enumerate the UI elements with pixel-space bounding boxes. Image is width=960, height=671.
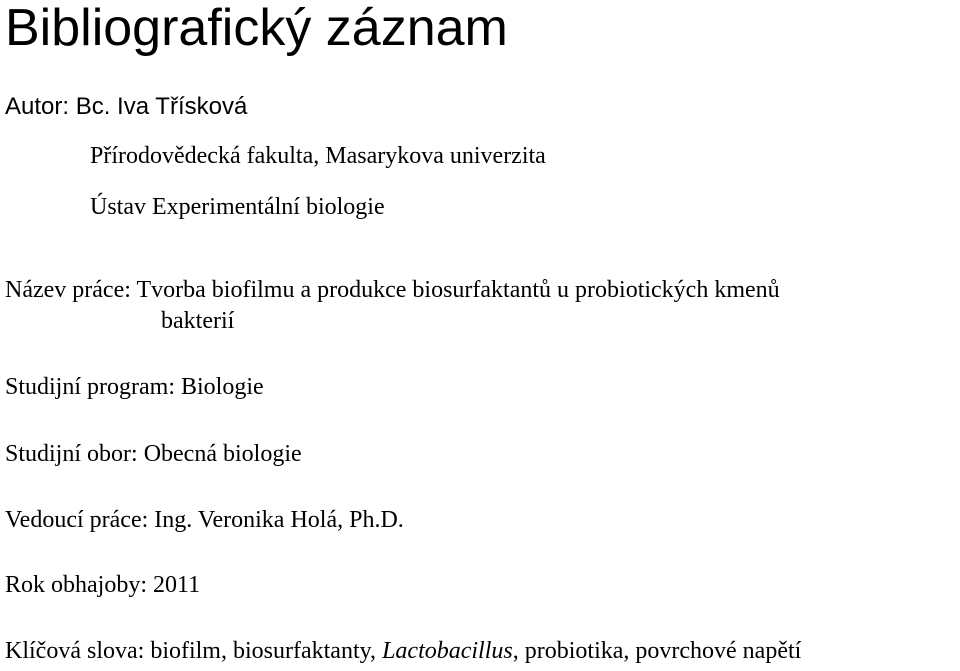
keywords-part1: biofilm, biosurfaktanty, xyxy=(150,638,377,664)
supervisor-value: Ing. Veronika Holá, Ph.D. xyxy=(154,507,404,533)
faculty-line: Přírodovědecká fakulta, Masarykova univerzita xyxy=(90,143,546,169)
study-program-value: Biologie xyxy=(181,374,264,400)
study-field-label: Studijní obor: xyxy=(5,441,138,467)
thesis-title-text: Tvorba biofilmu a produkce biosurfaktantů u probiotických kmenů xyxy=(136,277,780,303)
keywords-line xyxy=(5,637,801,665)
supervisor-label: Vedoucí práce: xyxy=(5,507,149,533)
supervisor-line xyxy=(5,506,404,534)
thesis-title-continuation: bakterií xyxy=(161,308,235,334)
author-line xyxy=(5,93,247,121)
study-program-label: Studijní program: xyxy=(5,374,175,400)
study-field-value: Obecná biologie xyxy=(143,441,302,467)
defense-year-line xyxy=(5,571,200,599)
keywords-part2: , probiotika, povrchové napětí xyxy=(512,638,802,664)
thesis-title-line xyxy=(5,276,780,304)
study-program-line xyxy=(5,373,264,401)
defense-year-label: Rok obhajoby: xyxy=(5,572,147,598)
institute-line: Ústav Experimentální biologie xyxy=(90,194,385,220)
study-field-line xyxy=(5,440,302,468)
page-title: Bibliografický záznam xyxy=(5,0,508,57)
thesis-title-label: Název práce: xyxy=(5,277,131,303)
author-name: Bc. Iva Třísková xyxy=(75,93,248,120)
keywords-italic-term: Lactobacillus xyxy=(382,638,513,664)
author-label: Autor: xyxy=(5,93,70,120)
keywords-label: Klíčová slova: xyxy=(5,638,145,664)
defense-year-value: 2011 xyxy=(153,572,201,598)
